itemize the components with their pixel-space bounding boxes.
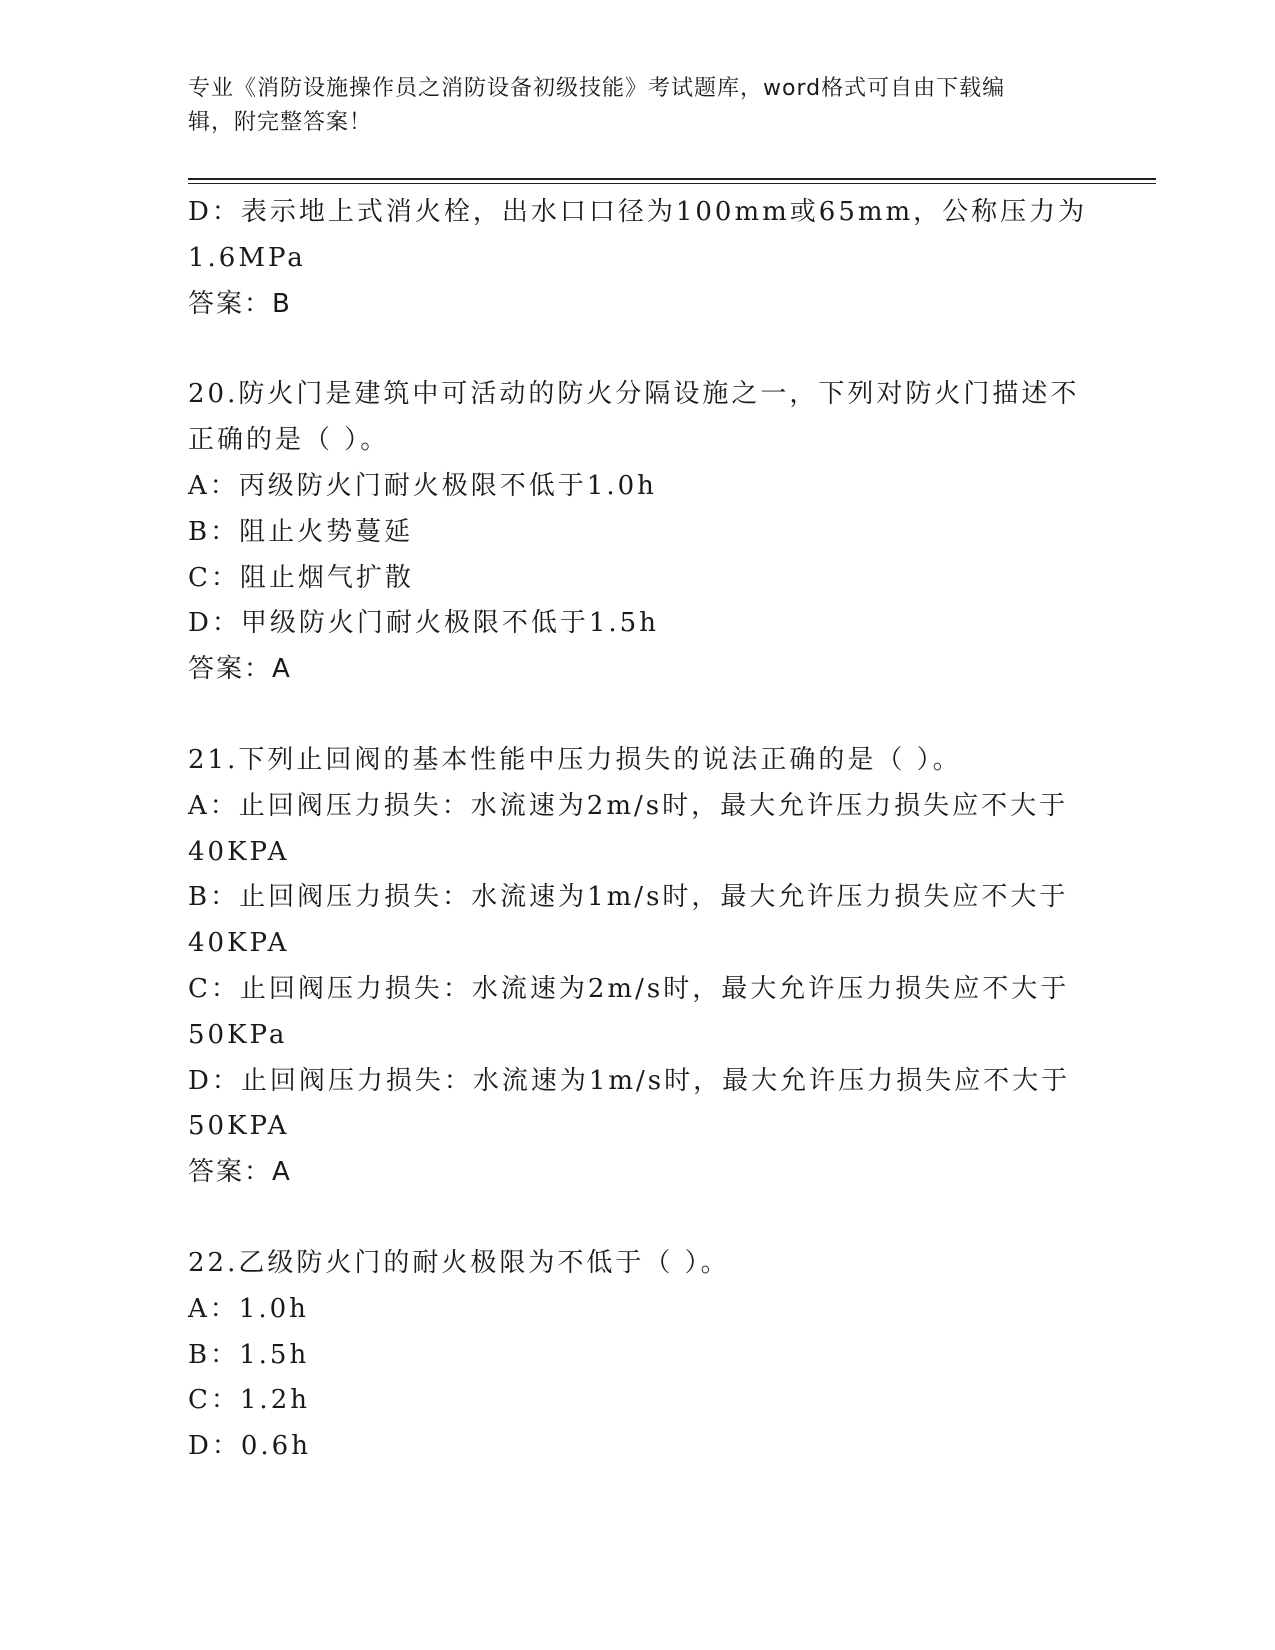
q22-option-c: C：1.2h	[188, 1385, 310, 1416]
q22-option-d: D：0.6h	[188, 1431, 311, 1462]
q21-option-c-cont: 50KPa	[188, 1019, 288, 1050]
q20-stem-cont: 正确的是（ ）。	[188, 425, 390, 456]
q20-answer: 答案：A	[188, 654, 292, 685]
q19-answer: 答案：B	[188, 288, 292, 319]
header-line-2: 辑，附完整答案！	[188, 110, 373, 135]
q21-stem: 21.下列止回阀的基本性能中压力损失的说法正确的是（ ）。	[188, 744, 962, 775]
q21-option-a: A：止回阀压力损失：水流速为2m/s时，最大允许压力损失应不大于	[188, 790, 1069, 821]
q21-option-d-cont: 50KPA	[188, 1111, 290, 1142]
spacer	[188, 327, 1088, 372]
q21-option-c: C：止回阀压力损失：水流速为2m/s时，最大允许压力损失应不大于	[188, 973, 1070, 1004]
spacer	[188, 693, 1088, 738]
q19-option-d: D：表示地上式消火栓，出水口口径为100mm或65mm，公称压力为	[188, 197, 1088, 227]
spacer	[188, 1196, 1088, 1241]
q21-option-d: D：止回阀压力损失：水流速为1m/s时，最大允许压力损失应不大于	[188, 1065, 1071, 1096]
page-header	[188, 72, 1088, 140]
header-divider	[188, 178, 1156, 180]
header-line-1: 专业《消防设施操作员之消防设备初级技能》考试题库，word格式可自由下载编	[188, 76, 1006, 101]
q21-option-b: B：止回阀压力损失：水流速为1m/s时，最大允许压力损失应不大于	[188, 882, 1069, 913]
q21-option-a-cont: 40KPA	[188, 836, 290, 867]
question-19	[188, 190, 1088, 327]
q21-option-b-cont: 40KPA	[188, 928, 290, 959]
question-21	[188, 738, 1088, 1196]
question-content	[188, 190, 1088, 1470]
q19-option-d-cont: 1.6MPa	[188, 242, 306, 273]
q22-option-a: A：1.0h	[188, 1293, 309, 1324]
question-20	[188, 372, 1088, 693]
q20-option-d: D：甲级防火门耐火极限不低于1.5h	[188, 608, 659, 639]
question-22	[188, 1241, 1088, 1470]
q22-stem: 22.乙级防火门的耐火极限为不低于（ ）。	[188, 1247, 730, 1278]
q20-option-a: A：丙级防火门耐火极限不低于1.0h	[188, 470, 657, 501]
q20-stem: 20.防火门是建筑中可活动的防火分隔设施之一，下列对防火门描述不	[188, 379, 1080, 410]
q20-option-b: B：阻止火势蔓延	[188, 516, 414, 547]
q21-answer: 答案：A	[188, 1157, 292, 1188]
q20-option-c: C：阻止烟气扩散	[188, 562, 414, 593]
q22-option-b: B：1.5h	[188, 1339, 310, 1370]
